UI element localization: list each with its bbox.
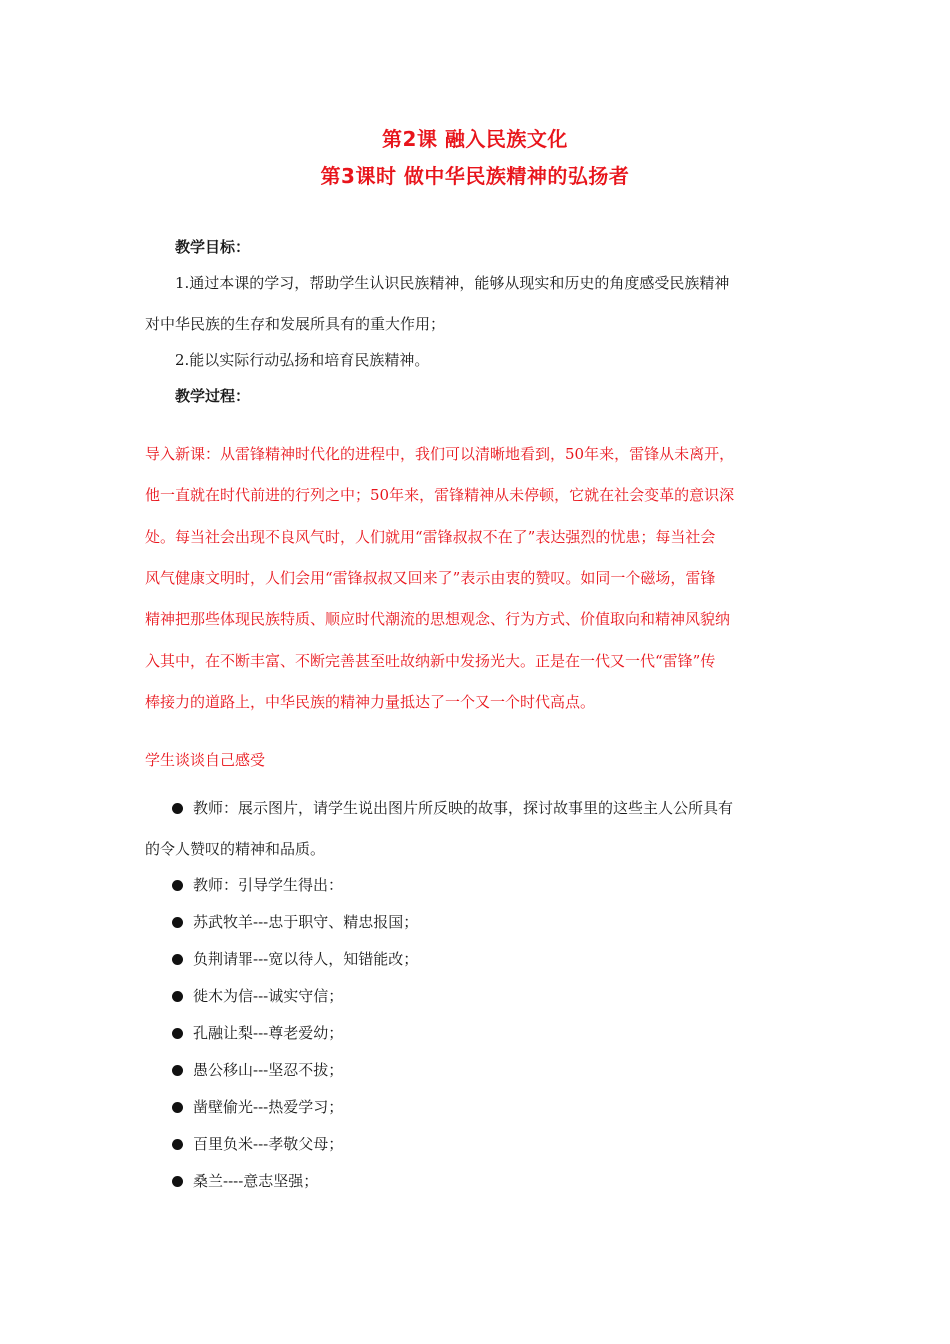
intro-line-2: 他一直就在时代前进的行列之中；50年来，雷锋精神从未停顿，它就在社会变革的意识深 [145, 486, 735, 504]
intro-line-4: 风气健康文明时，人们会用“雷锋叔叔又回来了”表示由衷的赞叹。如同一个磁场，雷锋 [145, 569, 716, 587]
intro-line-6: 入其中，在不断丰富、不断完善甚至吐故纳新中发扬光大。正是在一代又一代“雷锋”传 [145, 652, 716, 670]
bullet-dot-icon [172, 991, 183, 1002]
bullet-text: 愚公移山---坚忍不拔； [193, 1061, 344, 1079]
bullet-text: 徙木为信---诚实守信； [193, 987, 344, 1005]
bullet-text: 教师：引导学生得出： [193, 876, 344, 894]
bullet-dot-icon [172, 954, 183, 965]
bullet-dot-icon [172, 803, 183, 814]
list-item [172, 797, 733, 818]
bullet-text: 桑兰----意志坚强； [193, 1172, 319, 1190]
list-item [172, 874, 343, 895]
bullet-continuation: 的令人赞叹的精神和品质。 [145, 840, 326, 858]
objective-2: 2.能以实际行动弘扬和培育民族精神。 [175, 351, 430, 369]
bullet-dot-icon [172, 1176, 183, 1187]
bullet-text: 负荆请罪---宽以待人，知错能改； [193, 950, 419, 968]
period-title: 第3课时 做中华民族精神的弘扬者 [320, 164, 630, 188]
bullet-text: 苏武牧羊---忠于职守、精忠报国； [193, 913, 419, 931]
bullet-text: 孔融让梨---尊老爱幼； [193, 1024, 344, 1042]
objective-1-line-2: 对中华民族的生存和发展所具有的重大作用； [145, 315, 446, 333]
bullet-dot-icon [172, 1139, 183, 1150]
intro-line-7: 棒接力的道路上，中华民族的精神力量抵达了一个又一个时代高点。 [145, 693, 596, 711]
list-item [172, 1170, 318, 1191]
bullet-dot-icon [172, 917, 183, 928]
objective-1-line-1: 1.通过本课的学习，帮助学生认识民族精神，能够从现实和历史的角度感受民族精神 [175, 274, 730, 292]
intro-line-3: 处。每当社会出现不良风气时，人们就用“雷锋叔叔不在了”表达强烈的忧患；每当社会 [145, 528, 716, 546]
objectives-heading: 教学目标： [175, 238, 251, 256]
intro-line-1: 导入新课：从雷锋精神时代化的进程中，我们可以清晰地看到，50年来，雷锋从未离开， [145, 445, 735, 463]
list-item [172, 911, 418, 932]
bullet-text: 百里负米---孝敬父母； [193, 1135, 344, 1153]
list-item [172, 948, 418, 969]
list-item [172, 985, 343, 1006]
bullet-dot-icon [172, 880, 183, 891]
bullet-dot-icon [172, 1102, 183, 1113]
list-item [172, 1022, 343, 1043]
process-heading: 教学过程： [175, 387, 251, 405]
lesson-title: 第2课 融入民族文化 [382, 127, 568, 151]
intro-line-5: 精神把那些体现民族特质、顺应时代潮流的思想观念、行为方式、价值取向和精神风貌纳 [145, 610, 731, 628]
bullet-dot-icon [172, 1028, 183, 1039]
bullet-dot-icon [172, 1065, 183, 1076]
students-heading: 学生谈谈自己感受 [145, 751, 266, 769]
bullet-text: 凿壁偷光---热爱学习； [193, 1098, 344, 1116]
list-item [172, 1133, 343, 1154]
list-item [172, 1059, 343, 1080]
bullet-text: 教师：展示图片，请学生说出图片所反映的故事，探讨故事里的这些主人公所具有 [193, 799, 734, 817]
list-item [172, 1096, 343, 1117]
